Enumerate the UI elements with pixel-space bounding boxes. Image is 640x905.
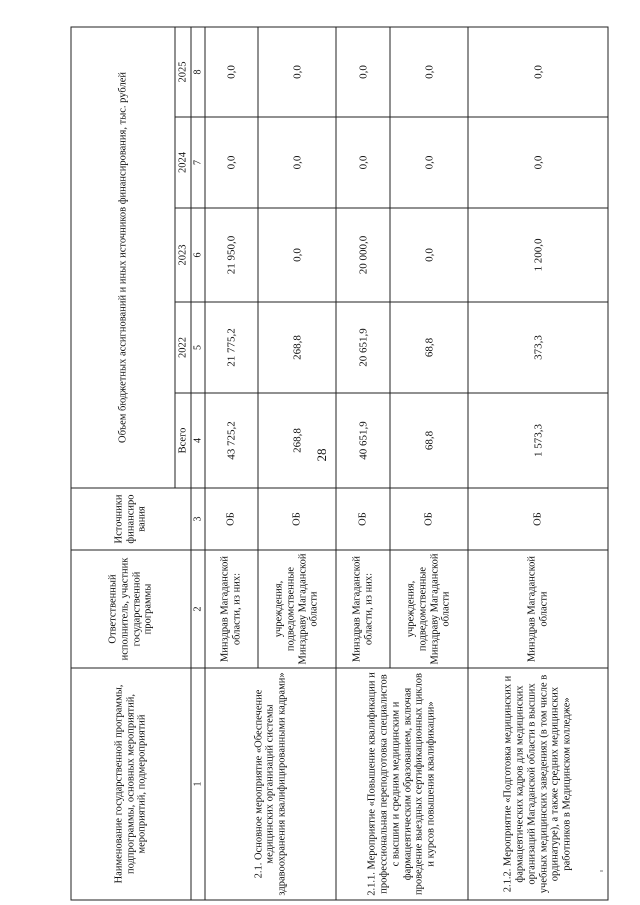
row-value: 21 775,2 <box>205 302 258 393</box>
row-source: ОБ <box>205 488 258 550</box>
header-source: Источники финансиро вания <box>71 488 191 550</box>
row-value: 0,0 <box>258 117 336 208</box>
row-value: 1 200,0 <box>468 208 608 302</box>
header-row <box>71 26 175 899</box>
header-name: Наименование государственной программы, подпрограммы, основных мероприятий, мероприятий, подмероприятий <box>71 668 191 900</box>
row-value: 0,0 <box>390 26 468 116</box>
column-number: 7 <box>191 117 205 208</box>
row-value: 0,0 <box>258 26 336 116</box>
page-number: 28 <box>314 448 329 462</box>
column-number: 6 <box>191 208 205 302</box>
table-row <box>205 26 258 899</box>
row-total: 68,8 <box>390 393 468 488</box>
row-value: 0,0 <box>336 26 390 116</box>
row-total: 1 573,3 <box>468 393 608 488</box>
column-number-row <box>191 26 205 899</box>
financing-table-container <box>70 27 605 900</box>
row-value: 20 000,0 <box>336 208 390 302</box>
row-source: ОБ <box>336 488 390 550</box>
row-executor: Минздрав Магаданской области <box>468 550 608 668</box>
header-total: Всего <box>175 393 191 488</box>
row-value: 0,0 <box>390 208 468 302</box>
row-name: 2.1.2. Мероприятие «Подготовка медицинских и фармацевтических кадров для медицинских организаций Магаданской области в высших учебных медицинских заведениях (в том числе в ординатуре), а также средних медицинских работников в Медицинском колледже» <box>468 668 608 900</box>
row-name: 2.1. Основное мероприятие «Обеспечение медицинских организаций системы здравоохранения квалифицированными кадрами» <box>205 668 336 900</box>
column-number: 4 <box>191 393 205 488</box>
row-value: 0,0 <box>336 117 390 208</box>
header-executor: Ответственный исполнитель, участник государственной программы <box>71 550 191 668</box>
row-value: 0,0 <box>205 117 258 208</box>
row-executor: учреждения, подведомственные Минздраву Магаданской области <box>258 550 336 668</box>
column-number: 5 <box>191 302 205 393</box>
row-total: 40 651,9 <box>336 393 390 488</box>
row-source: ОБ <box>468 488 608 550</box>
row-value: 0,0 <box>468 26 608 116</box>
row-value: 21 950,0 <box>205 208 258 302</box>
financing-table <box>70 26 608 900</box>
row-total: 43 725,2 <box>205 393 258 488</box>
row-value: 268,8 <box>258 302 336 393</box>
column-number: 2 <box>191 550 205 668</box>
table-row <box>336 26 390 899</box>
row-value: 0,0 <box>390 117 468 208</box>
row-value: 0,0 <box>205 26 258 116</box>
row-source: ОБ <box>390 488 468 550</box>
row-source: ОБ <box>258 488 336 550</box>
header-year: 2024 <box>175 117 191 208</box>
row-value: 68,8 <box>390 302 468 393</box>
row-executor: Минздрав Магаданской области, из них: <box>336 550 390 668</box>
header-year: 2025 <box>175 26 191 116</box>
rotated-table-frame <box>70 27 605 900</box>
row-executor: Минздрав Магаданской области, из них: <box>205 550 258 668</box>
header-volume: Объем бюджетных ассигнований и иных источников финансирования, тыс. рублей <box>71 26 175 487</box>
header-year: 2023 <box>175 208 191 302</box>
row-value: 20 651,9 <box>336 302 390 393</box>
row-name: 2.1.1. Мероприятие «Повышение квалификации и профессиональная переподготовка специалистов с высшим и средним медицинским и фармацевтическим образованием, включая проведение выездных сертификационных циклов и курсов повышения квалификации» <box>336 668 468 900</box>
column-number: 1 <box>191 668 205 900</box>
row-value: 0,0 <box>258 208 336 302</box>
scan-artifact <box>600 870 603 872</box>
column-number: 3 <box>191 488 205 550</box>
header-year: 2022 <box>175 302 191 393</box>
row-executor: учреждения, подведомственные Минздраву Магаданской области <box>390 550 468 668</box>
row-value: 373,3 <box>468 302 608 393</box>
table-row <box>468 26 608 899</box>
column-number: 8 <box>191 26 205 116</box>
row-total: 268,8 <box>258 393 336 488</box>
row-value: 0,0 <box>468 117 608 208</box>
